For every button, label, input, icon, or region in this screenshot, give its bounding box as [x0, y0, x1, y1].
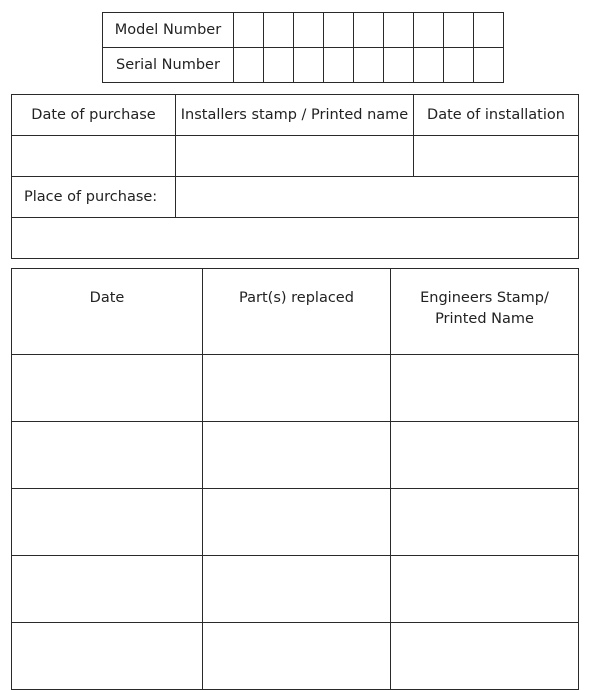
parts-replaced-column-header: Part(s) replaced [203, 269, 391, 355]
service-date-cell[interactable] [12, 623, 203, 690]
place-of-purchase-field[interactable] [176, 177, 579, 218]
service-parts-cell[interactable] [203, 623, 391, 690]
serial-number-box-6[interactable] [384, 48, 414, 83]
model-number-box-4[interactable] [324, 13, 354, 48]
date-of-installation-label: Date of installation [414, 95, 579, 136]
purchase-header-row [12, 95, 579, 136]
serial-number-box-3[interactable] [294, 48, 324, 83]
service-stamp-cell[interactable] [391, 489, 579, 556]
purchase-table [11, 94, 579, 259]
service-stamp-cell[interactable] [391, 355, 579, 422]
service-row [12, 355, 579, 422]
model-number-box-1[interactable] [234, 13, 264, 48]
service-date-cell[interactable] [12, 556, 203, 623]
service-row [12, 489, 579, 556]
place-of-purchase-extra-row [12, 218, 579, 259]
service-date-cell[interactable] [12, 355, 203, 422]
model-number-box-6[interactable] [384, 13, 414, 48]
service-parts-cell[interactable] [203, 355, 391, 422]
model-number-label: Model Number [103, 13, 234, 48]
model-number-row [103, 13, 504, 48]
service-parts-cell[interactable] [203, 556, 391, 623]
service-date-cell[interactable] [12, 422, 203, 489]
serial-number-box-2[interactable] [264, 48, 294, 83]
serial-number-box-8[interactable] [444, 48, 474, 83]
service-row [12, 556, 579, 623]
serial-number-box-4[interactable] [324, 48, 354, 83]
model-number-box-3[interactable] [294, 13, 324, 48]
serial-number-row [103, 48, 504, 83]
model-number-box-2[interactable] [264, 13, 294, 48]
serial-number-box-5[interactable] [354, 48, 384, 83]
service-stamp-cell[interactable] [391, 422, 579, 489]
service-stamp-cell[interactable] [391, 623, 579, 690]
service-row [12, 623, 579, 690]
date-column-header: Date [12, 269, 203, 355]
engineers-stamp-column-header [391, 269, 579, 355]
model-number-box-9[interactable] [474, 13, 504, 48]
service-stamp-cell[interactable] [391, 556, 579, 623]
service-header-row [12, 269, 579, 355]
purchase-entry-row [12, 136, 579, 177]
service-row [12, 422, 579, 489]
engineers-stamp-line-2: Printed Name [435, 311, 534, 327]
service-date-cell[interactable] [12, 489, 203, 556]
service-parts-cell[interactable] [203, 422, 391, 489]
model-number-box-7[interactable] [414, 13, 444, 48]
engineers-stamp-line-1: Engineers Stamp/ [420, 290, 549, 306]
model-number-box-5[interactable] [354, 13, 384, 48]
serial-number-box-1[interactable] [234, 48, 264, 83]
identification-table [102, 12, 504, 83]
date-of-installation-field[interactable] [414, 136, 579, 177]
serial-number-label: Serial Number [103, 48, 234, 83]
place-of-purchase-row [12, 177, 579, 218]
date-of-purchase-field[interactable] [12, 136, 176, 177]
installers-stamp-label: Installers stamp / Printed name [176, 95, 414, 136]
installers-stamp-field[interactable] [176, 136, 414, 177]
serial-number-box-9[interactable] [474, 48, 504, 83]
place-of-purchase-label: Place of purchase: [12, 177, 176, 218]
service-record-table [11, 268, 579, 690]
date-of-purchase-label: Date of purchase [12, 95, 176, 136]
model-number-box-8[interactable] [444, 13, 474, 48]
serial-number-box-7[interactable] [414, 48, 444, 83]
place-of-purchase-extra-field[interactable] [12, 218, 579, 259]
service-parts-cell[interactable] [203, 489, 391, 556]
